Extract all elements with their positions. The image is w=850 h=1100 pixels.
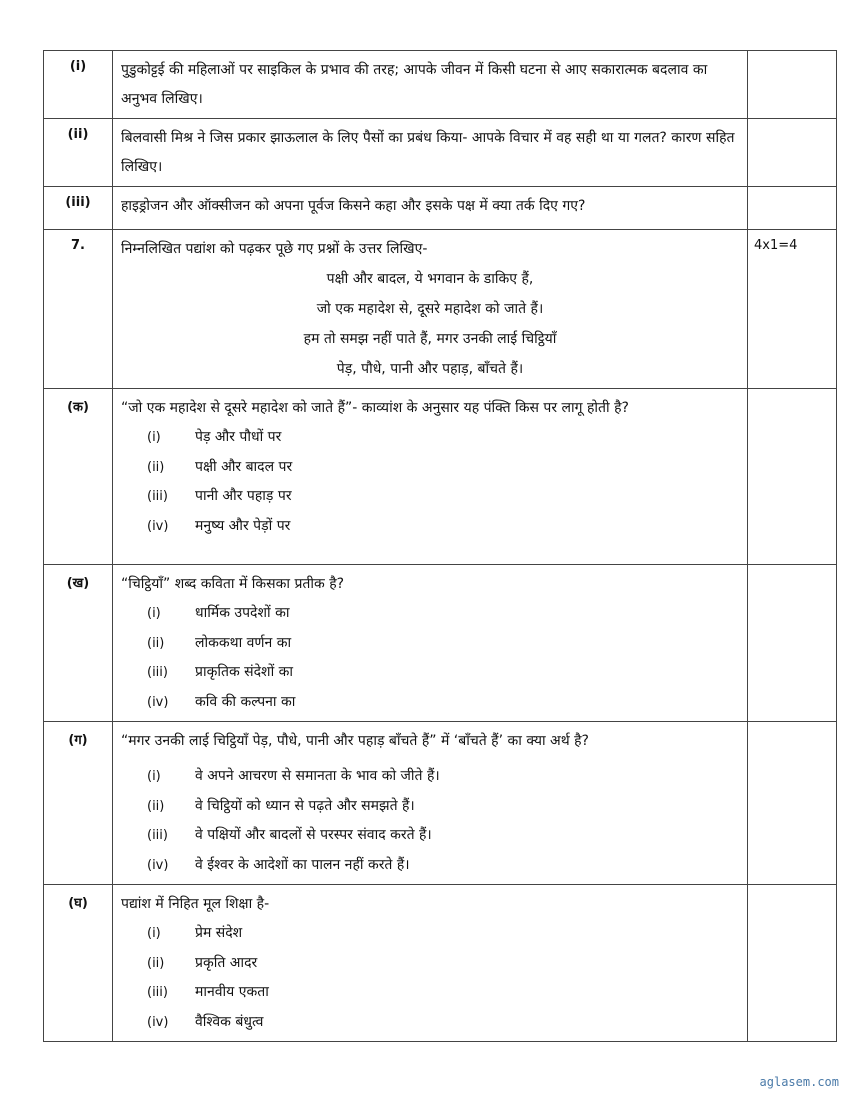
- option-text: मानवीय एकता: [195, 984, 269, 1000]
- table-row: [44, 389, 837, 565]
- poem-stanza: [121, 264, 739, 384]
- option-text: प्रेम संदेश: [195, 925, 243, 941]
- option-text: पानी और पहाड़ पर: [195, 488, 292, 504]
- poem-line: हम तो समझ नहीं पाते हैं, मगर उनकी लाई चिट्ठियाँ: [303, 331, 557, 347]
- option-label: (iii): [147, 665, 168, 680]
- marks-cell: [748, 51, 837, 119]
- option-label: (ii): [147, 798, 165, 814]
- table-row: [44, 565, 837, 722]
- question-stem: पद्यांश में निहित मूल शिक्षा है-: [121, 896, 270, 912]
- option-label: (iii): [147, 985, 168, 1000]
- option-text: वे अपने आचरण से समानता के भाव को जीते हैं।: [195, 768, 440, 784]
- question-stem: “जो एक महादेश से दूसरे महादेश को जाते हैं”- काव्यांश के अनुसार यह पंक्ति किस पर लागू होती है?: [121, 400, 629, 416]
- option-text: प्रकृति आदर: [195, 954, 258, 971]
- option-item: [121, 423, 739, 453]
- option-text: धार्मिक उपदेशों का: [195, 605, 290, 621]
- option-label: (iv): [147, 694, 169, 710]
- table-row: [44, 722, 837, 885]
- option-label: (ii): [147, 955, 165, 971]
- question-text: बिलवासी मिश्र ने जिस प्रकार झाऊलाल के लिए पैसों का प्रबंध किया- आपके विचार में वह सही था या गलत? कारण सहित लिखिए।: [113, 119, 748, 187]
- option-text: पेड़ और पौधों पर: [195, 429, 282, 445]
- option-item: [121, 851, 739, 881]
- option-text: वे पक्षियों और बादलों से परस्पर संवाद करते हैं।: [195, 827, 432, 843]
- question-stem: “मगर उनकी लाई चिट्ठियाँ पेड़, पौधे, पानी और पहाड़ बाँचते हैं” में ‘बाँचते हैं’ का क्या अर्थ है?: [121, 733, 589, 749]
- question-text: [113, 885, 748, 1042]
- marks-cell: [748, 722, 837, 885]
- option-item: [121, 482, 739, 512]
- question-number: (ii): [44, 119, 113, 187]
- question-table: [43, 50, 837, 1042]
- option-text: कवि की कल्पना का: [195, 693, 296, 710]
- option-text: प्राकृतिक संदेशों का: [195, 664, 294, 680]
- option-item: [121, 949, 739, 979]
- question-number: (घ): [44, 885, 113, 1042]
- option-item: [121, 978, 739, 1008]
- marks-cell: [748, 187, 837, 230]
- option-text: मनुष्य और पेड़ों पर: [195, 517, 291, 534]
- option-label: (iv): [147, 518, 169, 534]
- poem-line: जो एक महादेश से, दूसरे महादेश को जाते हैं।: [316, 301, 544, 317]
- poem-line: पेड़, पौधे, पानी और पहाड़, बाँचते हैं।: [336, 361, 524, 377]
- question-text: [113, 389, 748, 565]
- question-number: 7.: [44, 230, 113, 389]
- option-item: [121, 688, 739, 718]
- question-text: [113, 230, 748, 389]
- option-item: [121, 658, 739, 688]
- marks-cell: [748, 565, 837, 722]
- question-text: हाइड्रोजन और ऑक्सीजन को अपना पूर्वज किसने कहा और इसके पक्ष में क्या तर्क दिए गए?: [113, 187, 748, 230]
- question-number: (ग): [44, 722, 113, 885]
- option-item: [121, 762, 739, 792]
- question-number: (ख): [44, 565, 113, 722]
- option-label: (ii): [147, 635, 165, 651]
- option-item: [121, 1008, 739, 1038]
- question-stem: “चिट्ठियाँ” शब्द कविता में किसका प्रतीक है?: [121, 576, 345, 592]
- question-number: (i): [44, 51, 113, 119]
- marks-cell: [748, 389, 837, 565]
- question-text: [113, 722, 748, 885]
- question-number: (क): [44, 389, 113, 565]
- option-item: [121, 821, 739, 851]
- option-label: (ii): [147, 459, 165, 475]
- option-item: [121, 629, 739, 659]
- option-text: वैश्विक बंधुत्व: [195, 1013, 264, 1030]
- site-watermark: aglasem.com: [759, 1075, 839, 1089]
- option-label: (iii): [147, 828, 168, 843]
- option-item: [121, 919, 739, 949]
- table-row: [44, 119, 837, 187]
- option-text: वे ईश्वर के आदेशों का पालन नहीं करते हैं।: [195, 856, 410, 873]
- option-item: [121, 599, 739, 629]
- option-item: [121, 512, 739, 542]
- question-text: [113, 565, 748, 722]
- option-item: [121, 453, 739, 483]
- option-text: वे चिट्ठियों को ध्यान से पढ़ते और समझते हैं।: [195, 797, 415, 814]
- option-label: (iv): [147, 857, 169, 873]
- question-number: (iii): [44, 187, 113, 230]
- table-row: [44, 187, 837, 230]
- option-label: (iv): [147, 1014, 169, 1030]
- option-label: (i): [147, 606, 161, 621]
- option-text: लोककथा वर्णन का: [195, 634, 292, 651]
- marks-cell: 4x1=4: [748, 230, 837, 389]
- option-text: पक्षी और बादल पर: [195, 458, 293, 475]
- table-row: [44, 885, 837, 1042]
- option-label: (i): [147, 769, 161, 784]
- option-item: [121, 792, 739, 822]
- marks-cell: [748, 885, 837, 1042]
- table-row: [44, 230, 837, 389]
- table-row: [44, 51, 837, 119]
- marks-cell: [748, 119, 837, 187]
- option-label: (iii): [147, 489, 168, 504]
- question-text: पुडुकोट्टई की महिलाओं पर साइकिल के प्रभाव की तरह; आपके जीवन में किसी घटना से आए सकारात्मक बदलाव का अनुभव लिखिए।: [113, 51, 748, 119]
- option-label: (i): [147, 430, 161, 445]
- question-instruction: निम्नलिखित पद्यांश को पढ़कर पूछे गए प्रश्नों के उत्तर लिखिए-: [121, 241, 428, 257]
- poem-line: पक्षी और बादल, ये भगवान के डाकिए हैं,: [326, 271, 534, 287]
- option-label: (i): [147, 926, 161, 941]
